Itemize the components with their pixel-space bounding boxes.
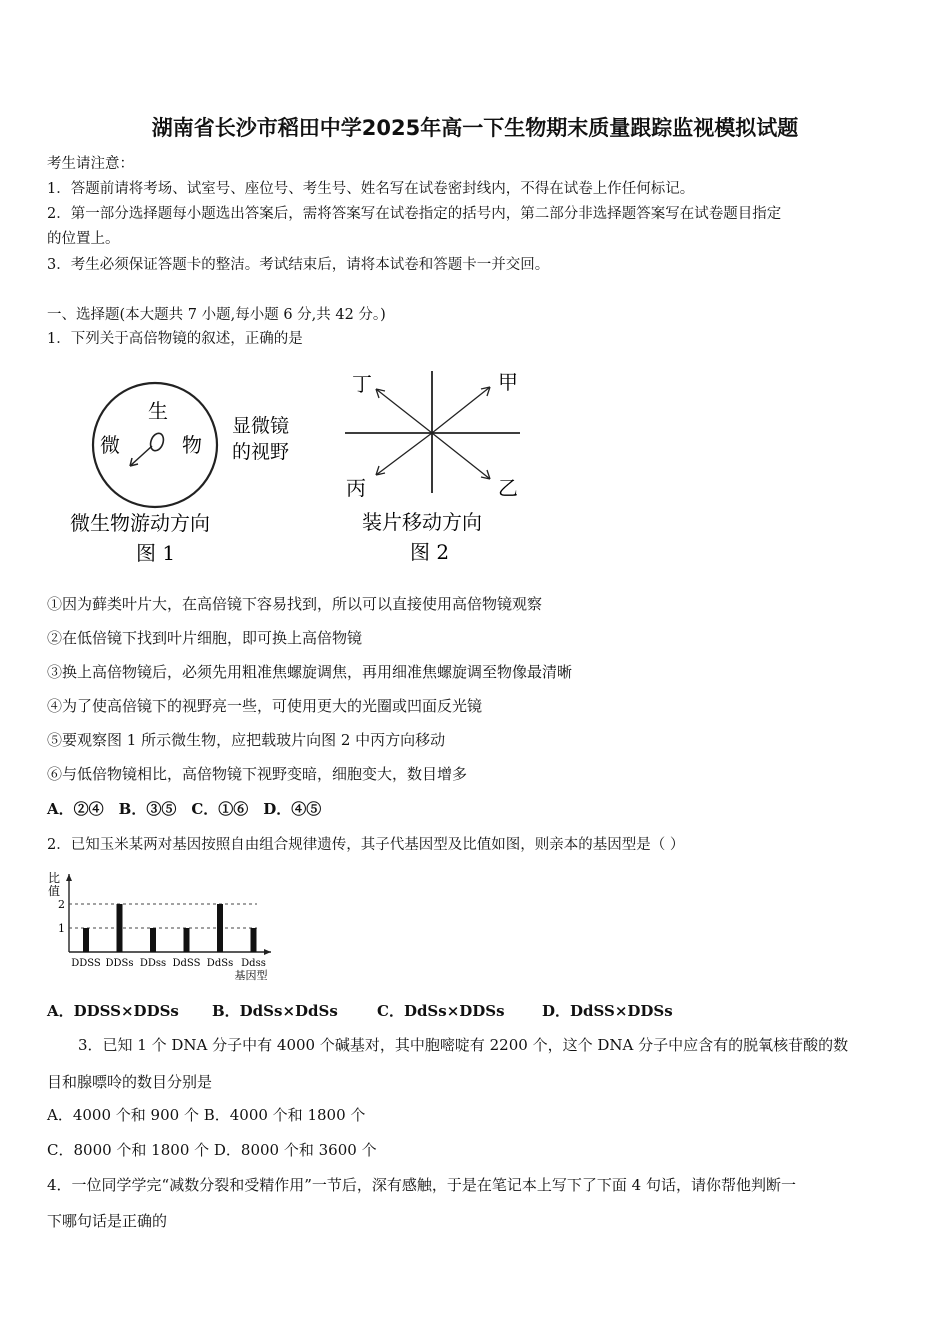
x-tick-label: DdSs xyxy=(206,958,234,969)
q2-stem: 2．已知玉米某两对基因按照自由组合规律遗传，其子代基因型及比值如图，则亲本的基因型是（ ） xyxy=(47,837,685,853)
q3-stem-line1: 3．已知 1 个 DNA 分子中有 4000 个碱基对，其中胞嘧啶有 2200 个，这个 DNA 分子中应含有的脱氧核苷酸的数 xyxy=(78,1036,849,1054)
q2-option-b: B．DdSs×DdSs xyxy=(212,1002,338,1020)
bar xyxy=(150,928,156,952)
fig2-label-bing: 丙 xyxy=(346,476,366,500)
fig1-char: 生 xyxy=(148,399,168,423)
notice-item: 1．答题前请将考场、试室号、座位号、考生号、姓名写在试卷密封线内，不得在试卷上作任何标记。 xyxy=(47,181,695,197)
q3-options-cd: C．8000 个和 1800 个 D．8000 个和 3600 个 xyxy=(47,1141,377,1159)
q2-option-a: A．DDSS×DDSs xyxy=(47,1002,179,1020)
fig1-side-label: 显微镜 xyxy=(232,415,290,437)
fig1-char: 微 xyxy=(100,433,120,457)
fig1-side-label: 的视野 xyxy=(232,441,290,463)
x-tick-label: DDSS xyxy=(71,958,101,969)
q2-option-d: D．DdSS×DDSs xyxy=(542,1002,673,1020)
fig2-label-ding: 丁 xyxy=(352,372,372,396)
x-tick-label: Ddss xyxy=(241,958,266,969)
figure-2-slide-direction xyxy=(340,365,540,570)
q1-stem: 1．下列关于高倍物镜的叙述，正确的是 xyxy=(47,331,303,347)
fig1-direction-arrow xyxy=(130,446,152,466)
q1-statement: ⑥与低倍物镜相比，高倍物镜下视野变暗，细胞变大，数目增多 xyxy=(47,765,468,783)
fig2-label: 图 2 xyxy=(410,540,450,564)
q4-stem-line2: 下哪句话是正确的 xyxy=(47,1212,168,1230)
q4-stem-line1: 4．一位同学学完“减数分裂和受精作用”一节后，深有感触，于是在笔记本上写下了下面 4 句话，请你帮他判断一 xyxy=(47,1176,796,1194)
notice-heading: 考生请注意： xyxy=(47,156,134,172)
notice-item: 的位置上。 xyxy=(47,231,120,247)
bar xyxy=(184,928,190,952)
notice-item: 3．考生必须保证答题卡的整洁。考试结束后，请将本试卷和答题卡一并交回。 xyxy=(47,257,550,273)
fig2-caption: 装片移动方向 xyxy=(362,510,482,534)
figure-1-microorganism xyxy=(60,380,330,580)
y-axis-label: 比 xyxy=(48,871,61,885)
fig1-char: 物 xyxy=(182,433,202,457)
q1-statement: ③换上高倍物镜后，必须先用粗准焦螺旋调焦，再用细准焦螺旋调至物像最清晰 xyxy=(47,663,573,681)
q1-statement: ②在低倍镜下找到叶片细胞，即可换上高倍物镜 xyxy=(47,629,363,647)
y-tick-label: 1 xyxy=(58,922,65,935)
bar xyxy=(83,928,89,952)
q1-options: A．②④ B．③⑤ C．①⑥ D．④⑤ xyxy=(47,800,322,818)
x-axis-label: 基因型 xyxy=(234,969,268,982)
q1-statement: ⑤要观察图 1 所示微生物，应把载玻片向图 2 中丙方向移动 xyxy=(47,731,446,749)
fig1-caption: 微生物游动方向 xyxy=(70,511,210,535)
y-axis-label: 值 xyxy=(48,884,61,898)
bar xyxy=(217,904,223,952)
genotype-ratio-chart xyxy=(45,868,285,986)
fig1-label: 图 1 xyxy=(136,541,176,565)
bar xyxy=(117,904,123,952)
x-tick-label: DDss xyxy=(139,958,167,969)
q3-options-ab: A．4000 个和 900 个 B．4000 个和 1800 个 xyxy=(47,1106,366,1124)
section-header: 一、选择题(本大题共 7 小题,每小题 6 分,共 42 分。) xyxy=(47,307,386,323)
q1-statement: ①因为藓类叶片大，在高倍镜下容易找到，所以可以直接使用高倍物镜观察 xyxy=(47,595,543,613)
fig2-label-yi: 乙 xyxy=(498,476,518,500)
notice-item: 2．第一部分选择题每小题选出答案后，需将答案写在试卷指定的括号内，第二部分非选择题答案写在试卷题目指定 xyxy=(47,206,782,222)
y-tick-label: 2 xyxy=(58,898,65,911)
q1-statement: ④为了使高倍镜下的视野亮一些，可使用更大的光圈或凹面反光镜 xyxy=(47,697,483,715)
x-tick-label: DDSs xyxy=(105,958,134,969)
y-axis-arrowhead xyxy=(66,874,72,881)
x-axis-arrowhead xyxy=(264,949,271,955)
x-tick-label: DdSS xyxy=(172,958,201,969)
q2-option-c: C．DdSs×DDSs xyxy=(377,1002,505,1020)
fig2-label-jia: 甲 xyxy=(498,370,518,394)
bar xyxy=(251,928,257,952)
q3-stem-line2: 目和腺嘌呤的数目分别是 xyxy=(47,1073,213,1091)
page-title: 湖南省长沙市稻田中学2025年高一下生物期末质量跟踪监视模拟试题 xyxy=(151,116,799,140)
